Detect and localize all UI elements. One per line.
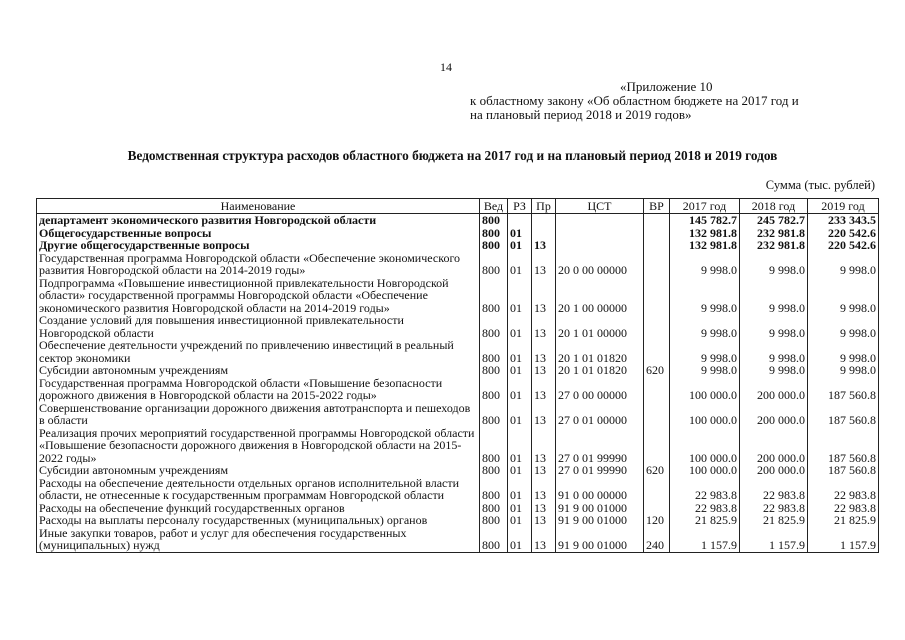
row-cst-cell (556, 227, 644, 240)
row-pr-cell: 13 (532, 427, 556, 465)
row-2019-cell: 22 983.8 (808, 502, 879, 515)
row-2018-cell: 200 000.0 (740, 464, 808, 477)
row-ved-cell: 800 (480, 227, 508, 240)
row-rz-cell: 01 (508, 377, 532, 402)
row-vr-cell: 620 (644, 364, 670, 377)
row-ved-cell: 800 (480, 464, 508, 477)
row-ved-cell: 800 (480, 514, 508, 527)
row-2019-cell: 1 157.9 (808, 527, 879, 553)
row-pr-cell: 13 (532, 502, 556, 515)
row-2019-cell: 220 542.6 (808, 227, 879, 240)
row-pr-cell: 13 (532, 402, 556, 427)
row-pr-cell: 13 (532, 314, 556, 339)
budget-table-body (37, 214, 879, 553)
row-pr-cell: 13 (532, 377, 556, 402)
row-name-cell: Расходы на обеспечение деятельности отдельных органов исполнительной власти области, не отнесенные к государственным программам Новгородской области (37, 477, 480, 502)
row-2017-cell: 9 998.0 (670, 364, 740, 377)
row-cst-cell (556, 239, 644, 252)
row-cst-cell (556, 214, 644, 227)
row-rz-cell: 01 (508, 277, 532, 315)
row-pr-cell: 13 (532, 277, 556, 315)
row-rz-cell (508, 214, 532, 227)
row-2017-cell: 145 782.7 (670, 214, 740, 227)
document-title: Ведомственная структура расходов областного бюджета на 2017 год и на плановый период 2018 и 2019 годов (127, 148, 778, 163)
row-2019-cell: 233 343.5 (808, 214, 879, 227)
row-vr-cell (644, 402, 670, 427)
row-vr-cell (644, 339, 670, 364)
row-ved-cell: 800 (480, 377, 508, 402)
table-row (37, 402, 879, 427)
row-rz-cell: 01 (508, 314, 532, 339)
header-rz: РЗ (508, 199, 532, 214)
row-vr-cell (644, 252, 670, 277)
row-rz-cell: 01 (508, 514, 532, 527)
row-name-cell: Совершенствование организации дорожного движения автотранспорта и пешеходов в области (37, 402, 480, 427)
appendix-line-3: на плановый период 2018 и 2019 годов» (470, 107, 692, 122)
row-name-cell: Обеспечение деятельности учреждений по привлечению инвестиций в реальный сектор экономики (37, 339, 480, 364)
table-row (37, 239, 879, 252)
appendix-line-1: «Приложение 10 (620, 79, 713, 94)
row-cst-cell: 27 0 01 99990 (556, 427, 644, 465)
row-2017-cell: 9 998.0 (670, 314, 740, 339)
row-ved-cell: 800 (480, 239, 508, 252)
table-row (37, 464, 879, 477)
row-pr-cell: 13 (532, 339, 556, 364)
row-rz-cell: 01 (508, 527, 532, 553)
row-2019-cell: 9 998.0 (808, 277, 879, 315)
row-vr-cell (644, 314, 670, 339)
row-name-cell: Субсидии автономным учреждениям (37, 364, 480, 377)
header-2019: 2019 год (808, 199, 879, 214)
row-ved-cell: 800 (480, 214, 508, 227)
row-2019-cell: 220 542.6 (808, 239, 879, 252)
row-rz-cell: 01 (508, 402, 532, 427)
row-2017-cell: 22 983.8 (670, 477, 740, 502)
row-2017-cell: 132 981.8 (670, 239, 740, 252)
row-rz-cell: 01 (508, 477, 532, 502)
row-2019-cell: 21 825.9 (808, 514, 879, 527)
table-row (37, 364, 879, 377)
row-vr-cell (644, 427, 670, 465)
table-row (37, 277, 879, 315)
row-ved-cell: 800 (480, 252, 508, 277)
row-2017-cell: 100 000.0 (670, 464, 740, 477)
row-2017-cell: 100 000.0 (670, 427, 740, 465)
row-vr-cell (644, 477, 670, 502)
row-2019-cell: 187 560.8 (808, 377, 879, 402)
row-2019-cell: 9 998.0 (808, 314, 879, 339)
row-name-cell: Расходы на обеспечение функций государственных органов (37, 502, 480, 515)
row-ved-cell: 800 (480, 427, 508, 465)
row-cst-cell: 20 1 01 00000 (556, 314, 644, 339)
header-vr: ВР (644, 199, 670, 214)
row-cst-cell: 20 1 01 01820 (556, 364, 644, 377)
row-2018-cell: 9 998.0 (740, 252, 808, 277)
row-rz-cell: 01 (508, 427, 532, 465)
row-cst-cell: 27 0 01 99990 (556, 464, 644, 477)
row-ved-cell: 800 (480, 277, 508, 315)
row-pr-cell: 13 (532, 364, 556, 377)
row-cst-cell: 91 9 00 01000 (556, 514, 644, 527)
header-cst: ЦСТ (556, 199, 644, 214)
row-ved-cell: 800 (480, 339, 508, 364)
table-row (37, 377, 879, 402)
row-rz-cell: 01 (508, 464, 532, 477)
table-row (37, 252, 879, 277)
header-2017: 2017 год (670, 199, 740, 214)
row-2018-cell: 232 981.8 (740, 239, 808, 252)
row-2017-cell: 21 825.9 (670, 514, 740, 527)
row-2019-cell: 9 998.0 (808, 339, 879, 364)
row-2018-cell: 245 782.7 (740, 214, 808, 227)
row-pr-cell: 13 (532, 477, 556, 502)
row-rz-cell: 01 (508, 339, 532, 364)
row-rz-cell: 01 (508, 227, 532, 240)
row-name-cell: департамент экономического развития Новгородской области (37, 214, 480, 227)
row-vr-cell (644, 214, 670, 227)
row-2018-cell: 200 000.0 (740, 377, 808, 402)
row-2017-cell: 1 157.9 (670, 527, 740, 553)
row-cst-cell: 27 0 00 00000 (556, 377, 644, 402)
row-pr-cell (532, 214, 556, 227)
header-ved: Вед (480, 199, 508, 214)
row-rz-cell: 01 (508, 502, 532, 515)
appendix-line-2: к областному закону «Об областном бюджете на 2017 год и (470, 93, 799, 108)
row-name-cell: Субсидии автономным учреждениям (37, 464, 480, 477)
row-rz-cell: 01 (508, 364, 532, 377)
row-2017-cell: 9 998.0 (670, 339, 740, 364)
row-2018-cell: 21 825.9 (740, 514, 808, 527)
row-pr-cell: 13 (532, 239, 556, 252)
row-2018-cell: 9 998.0 (740, 314, 808, 339)
row-2018-cell: 22 983.8 (740, 477, 808, 502)
row-name-cell: Иные закупки товаров, работ и услуг для обеспечения государственных (муниципальных) нужд (37, 527, 480, 553)
row-vr-cell: 120 (644, 514, 670, 527)
row-2018-cell: 9 998.0 (740, 339, 808, 364)
row-vr-cell (644, 277, 670, 315)
row-cst-cell: 91 9 00 01000 (556, 527, 644, 553)
table-row (37, 477, 879, 502)
row-name-cell: Государственная программа Новгородской области «Повышение безопасности дорожного движения в Новгородской области на 2015-2022 годы» (37, 377, 480, 402)
table-header-row (37, 199, 879, 214)
page-number: 14 (440, 60, 452, 74)
row-rz-cell: 01 (508, 252, 532, 277)
row-name-cell: Другие общегосударственные вопросы (37, 239, 480, 252)
header-name: Наименование (37, 199, 480, 214)
row-2018-cell: 9 998.0 (740, 364, 808, 377)
table-row (37, 514, 879, 527)
row-name-cell: Общегосударственные вопросы (37, 227, 480, 240)
row-2017-cell: 9 998.0 (670, 277, 740, 315)
row-pr-cell: 13 (532, 464, 556, 477)
row-vr-cell (644, 239, 670, 252)
appendix-header (470, 80, 880, 122)
row-2018-cell: 1 157.9 (740, 527, 808, 553)
row-2019-cell: 187 560.8 (808, 427, 879, 465)
row-name-cell: Подпрограмма «Повышение инвестиционной привлекательности Новгородской области» государственной программы Новгородской области «Обеспечение экономического развития Новгородской области на 2014-2019 годы» (37, 277, 480, 315)
row-ved-cell: 800 (480, 314, 508, 339)
row-ved-cell: 800 (480, 527, 508, 553)
row-name-cell: Реализация прочих мероприятий государственной программы Новгородской области «Повышение безопасности дорожного движения в Новгородской области на 2015-2022 годы» (37, 427, 480, 465)
row-2017-cell: 132 981.8 (670, 227, 740, 240)
row-2019-cell: 9 998.0 (808, 364, 879, 377)
row-name-cell: Государственная программа Новгородской области «Обеспечение экономического развития Новгородской области на 2014-2019 годы» (37, 252, 480, 277)
row-2018-cell: 9 998.0 (740, 277, 808, 315)
row-2019-cell: 187 560.8 (808, 464, 879, 477)
table-row (37, 339, 879, 364)
row-2017-cell: 9 998.0 (670, 252, 740, 277)
row-2017-cell: 100 000.0 (670, 402, 740, 427)
row-vr-cell: 240 (644, 527, 670, 553)
row-2017-cell: 22 983.8 (670, 502, 740, 515)
row-cst-cell: 20 1 01 01820 (556, 339, 644, 364)
row-pr-cell: 13 (532, 252, 556, 277)
units-label: Сумма (тыс. рублей) (765, 178, 875, 192)
table-row (37, 214, 879, 227)
row-name-cell: Создание условий для повышения инвестиционной привлекательности Новгородской области (37, 314, 480, 339)
header-pr: Пр (532, 199, 556, 214)
row-2018-cell: 22 983.8 (740, 502, 808, 515)
row-rz-cell: 01 (508, 239, 532, 252)
row-vr-cell (644, 227, 670, 240)
row-ved-cell: 800 (480, 402, 508, 427)
row-2018-cell: 200 000.0 (740, 427, 808, 465)
row-name-cell: Расходы на выплаты персоналу государственных (муниципальных) органов (37, 514, 480, 527)
budget-table (36, 198, 879, 553)
table-row (37, 314, 879, 339)
row-cst-cell: 91 9 00 01000 (556, 502, 644, 515)
row-2018-cell: 200 000.0 (740, 402, 808, 427)
row-2019-cell: 9 998.0 (808, 252, 879, 277)
row-pr-cell: 13 (532, 527, 556, 553)
row-cst-cell: 91 0 00 00000 (556, 477, 644, 502)
row-cst-cell: 27 0 01 00000 (556, 402, 644, 427)
row-ved-cell: 800 (480, 364, 508, 377)
row-ved-cell: 800 (480, 502, 508, 515)
row-ved-cell: 800 (480, 477, 508, 502)
row-vr-cell (644, 377, 670, 402)
row-2018-cell: 232 981.8 (740, 227, 808, 240)
table-row (37, 427, 879, 465)
table-row (37, 527, 879, 553)
row-2017-cell: 100 000.0 (670, 377, 740, 402)
row-cst-cell: 20 1 00 00000 (556, 277, 644, 315)
row-2019-cell: 22 983.8 (808, 477, 879, 502)
header-2018: 2018 год (740, 199, 808, 214)
row-pr-cell: 13 (532, 514, 556, 527)
row-vr-cell: 620 (644, 464, 670, 477)
row-cst-cell: 20 0 00 00000 (556, 252, 644, 277)
row-2019-cell: 187 560.8 (808, 402, 879, 427)
